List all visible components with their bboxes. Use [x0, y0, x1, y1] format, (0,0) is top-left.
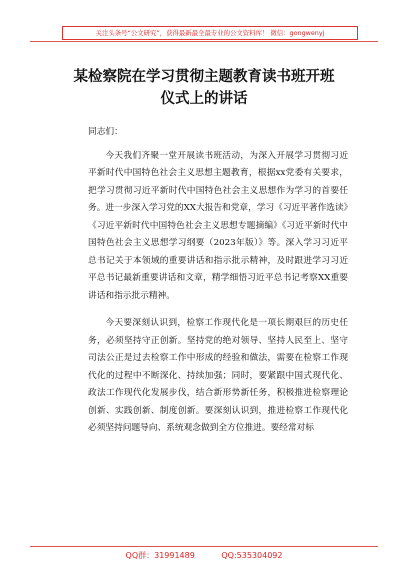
qq-text: QQ:535304092 [221, 551, 283, 560]
header-divider [30, 41, 378, 42]
document-title [30, 66, 378, 110]
title-line-2: 仪式上的讲话 [160, 90, 248, 107]
paragraph-1: 今天我们齐聚一堂开展读书班活动，为深入开展学习贯彻习近平新时代中国特色社会主义思想主题教育，根据xx党委有关要求，把学习贯彻习近平新时代中国特色社会主义思想作为学习的首要任务。进一步深入学习党的XX大报告和党章，学习《习近平著作选读》《习近平新时代中国特色社会主义思想专题摘编》《习近平新时代中国特色社会主义思想学习纲要（2023年版）》等。深入学习习近平总书记关于本领域的重要讲话和指示批示精神，及时跟进学习习近平总书记最新重要讲话和文章，精学细悟习近平总书记考察XX重要讲话和指示批示精神。 [88, 150, 348, 301]
salutation: 同志们： [88, 127, 123, 137]
qq-group-text: QQ群：31991489 [125, 551, 195, 560]
footer-divider [30, 546, 378, 547]
title-line-1: 某检察院在学习贯彻主题教育读书班开班 [73, 68, 335, 85]
footer-contact [0, 550, 408, 562]
document-body [88, 124, 348, 438]
promo-banner: 关注头条号“公文研究”，获得最新最全最专业的公文资料库！ 微信：gongwenyj [62, 26, 358, 40]
paragraph-2: 今天要深刻认识到，检察工作现代化是一项长期艰巨的历史任务，必须坚持守正创新。坚持党的绝对领导、坚持人民至上、坚守司法公正是过去检察工作中形成的经验和做法，需要在检察工作现代化的过程中不断深化、持续加强；同时，要紧跟中国式现代化、政法工作现代化发展步伐，结合新形势新任务，积极推进检察理论创新、实践创新、制度创新。要深刻认识到，推进检察工作现代化必须坚持问题导向、系统观念做到全方位推进。要经常对标 [88, 318, 348, 433]
